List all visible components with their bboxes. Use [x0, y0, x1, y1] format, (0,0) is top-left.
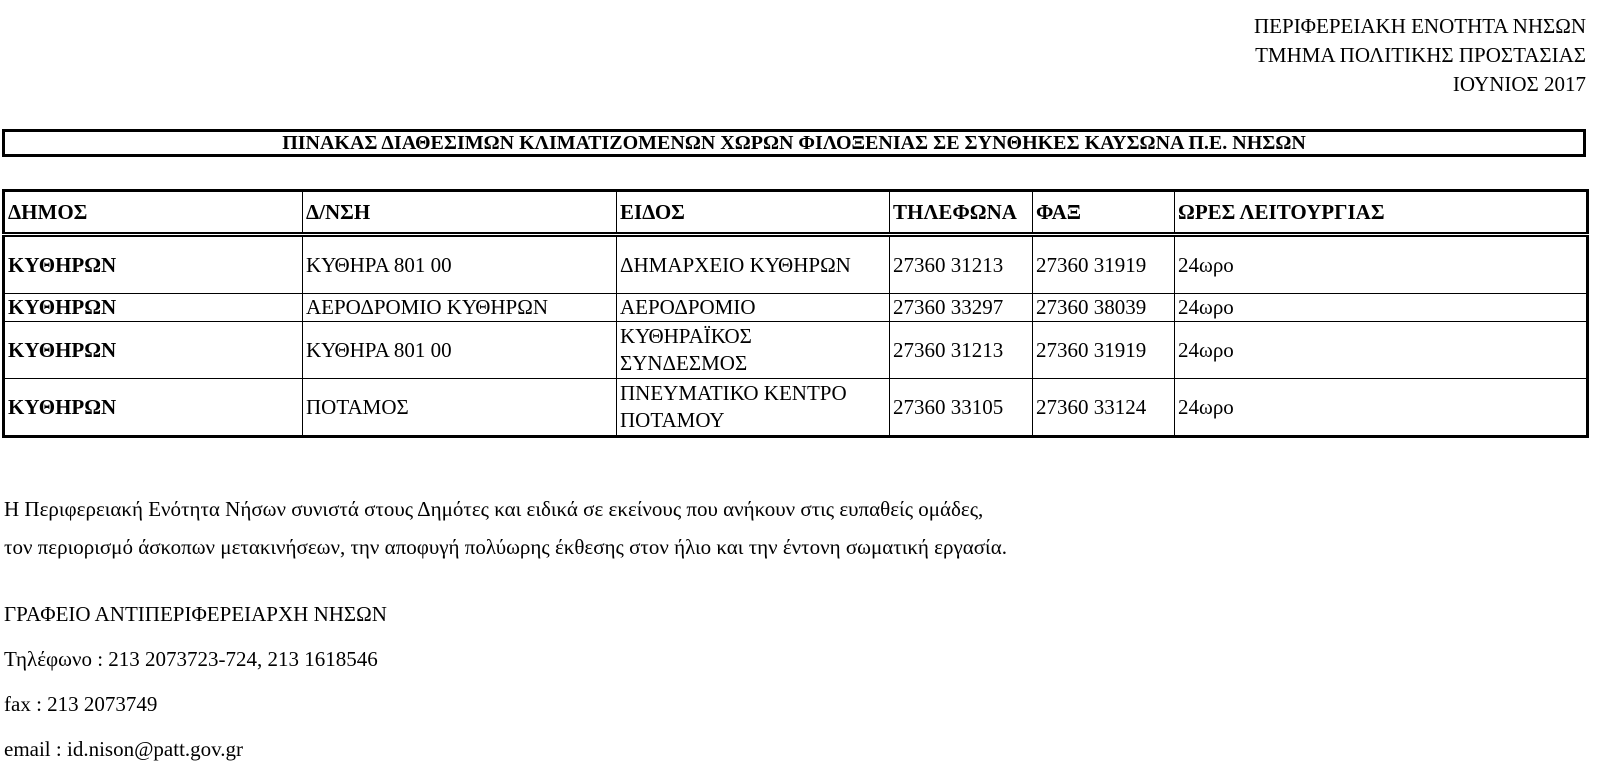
table-row	[4, 379, 1588, 437]
cell-address: ΠΟΤΑΜΟΣ	[303, 379, 617, 437]
table-row	[4, 294, 1588, 322]
cell-phone: 27360 33297	[890, 294, 1033, 322]
cell-type-line: ΚΥΘΗΡΑΪΚΟΣ	[620, 324, 752, 348]
cell-fax: 27360 31919	[1033, 235, 1175, 294]
cell-hours: 24ωρο	[1175, 322, 1588, 379]
document-header	[1254, 12, 1586, 99]
cell-address: ΚΥΘΗΡΑ 801 00	[303, 322, 617, 379]
contact-phone: Τηλέφωνο : 213 2073723-724, 213 1618546	[4, 647, 378, 671]
column-header-hours: ΩΡΕΣ ΛΕΙΤΟΥΡΓΙΑΣ	[1175, 191, 1588, 235]
cell-address: ΚΥΘΗΡΑ 801 00	[303, 235, 617, 294]
column-header-fax: ΦΑΞ	[1033, 191, 1175, 235]
cell-fax: 27360 38039	[1033, 294, 1175, 322]
column-header-phone: ΤΗΛΕΦΩΝΑ	[890, 191, 1033, 235]
contact-block	[4, 600, 387, 780]
contact-email: email : id.nison@patt.gov.gr	[4, 737, 244, 761]
cell-municipality: ΚΥΘΗΡΩΝ	[4, 322, 303, 379]
shelters-table	[2, 189, 1589, 438]
cell-phone: 27360 31213	[890, 322, 1033, 379]
cell-phone: 27360 31213	[890, 235, 1033, 294]
notice-line: τον περιορισμό άσκοπων μετακινήσεων, την αποφυγή πολύωρης έκθεσης στον ήλιο και την έντονη σωματική εργασία.	[4, 535, 1007, 559]
cell-municipality: ΚΥΘΗΡΩΝ	[4, 235, 303, 294]
cell-fax: 27360 33124	[1033, 379, 1175, 437]
column-header-type: ΕΙΔΟΣ	[617, 191, 890, 235]
table-row	[4, 322, 1588, 379]
contact-office: ΓΡΑΦΕΙΟ ΑΝΤΙΠΕΡΙΦΕΡΕΙΑΡΧΗ ΝΗΣΩΝ	[4, 602, 387, 626]
cell-address: ΑΕΡΟΔΡΟΜΙΟ ΚΥΘΗΡΩΝ	[303, 294, 617, 322]
cell-fax: 27360 31919	[1033, 322, 1175, 379]
cell-type: ΔΗΜΑΡΧΕΙΟ ΚΥΘΗΡΩΝ	[617, 235, 890, 294]
cell-hours: 24ωρο	[1175, 294, 1588, 322]
cell-type-line: ΠΝΕΥΜΑΤΙΚΟ ΚΕΝΤΡΟ	[620, 381, 847, 405]
cell-hours: 24ωρο	[1175, 379, 1588, 437]
table-header-row	[4, 191, 1588, 235]
cell-municipality: ΚΥΘΗΡΩΝ	[4, 294, 303, 322]
cell-type: ΑΕΡΟΔΡΟΜΙΟ	[617, 294, 890, 322]
cell-municipality: ΚΥΘΗΡΩΝ	[4, 379, 303, 437]
cell-type	[617, 379, 890, 437]
contact-fax: fax : 213 2073749	[4, 692, 158, 716]
table-row	[4, 235, 1588, 294]
header-region: ΠΕΡΙΦΕΡΕΙΑΚΗ ΕΝΟΤΗΤΑ ΝΗΣΩΝ	[1254, 14, 1586, 38]
column-header-address: Δ/ΝΣΗ	[303, 191, 617, 235]
document-title: ΠΙΝΑΚΑΣ ΔΙΑΘΕΣΙΜΩΝ ΚΛΙΜΑΤΙΖΟΜΕΝΩΝ ΧΩΡΩΝ ΦΙΛΟΞΕΝΙΑΣ ΣΕ ΣΥΝΘΗΚΕΣ ΚΑΥΣΩΝΑ Π.Ε. ΝΗΣΩΝ	[2, 129, 1586, 157]
cell-phone: 27360 33105	[890, 379, 1033, 437]
column-header-municipality: ΔΗΜΟΣ	[4, 191, 303, 235]
cell-type-line: ΠΟΤΑΜΟΥ	[620, 408, 725, 432]
notice-line: Η Περιφερειακή Ενότητα Νήσων συνιστά στους Δημότες και ειδικά σε εκείνους που ανήκουν στις ευπαθείς ομάδες,	[4, 497, 984, 521]
cell-hours: 24ωρο	[1175, 235, 1588, 294]
cell-type	[617, 322, 890, 379]
health-notice	[4, 490, 1007, 566]
header-department: ΤΜΗΜΑ ΠΟΛΙΤΙΚΗΣ ΠΡΟΣΤΑΣΙΑΣ	[1255, 43, 1586, 67]
cell-type-line: ΣΥΝΔΕΣΜΟΣ	[620, 351, 748, 375]
header-date: ΙΟΥΝΙΟΣ 2017	[1452, 72, 1586, 96]
